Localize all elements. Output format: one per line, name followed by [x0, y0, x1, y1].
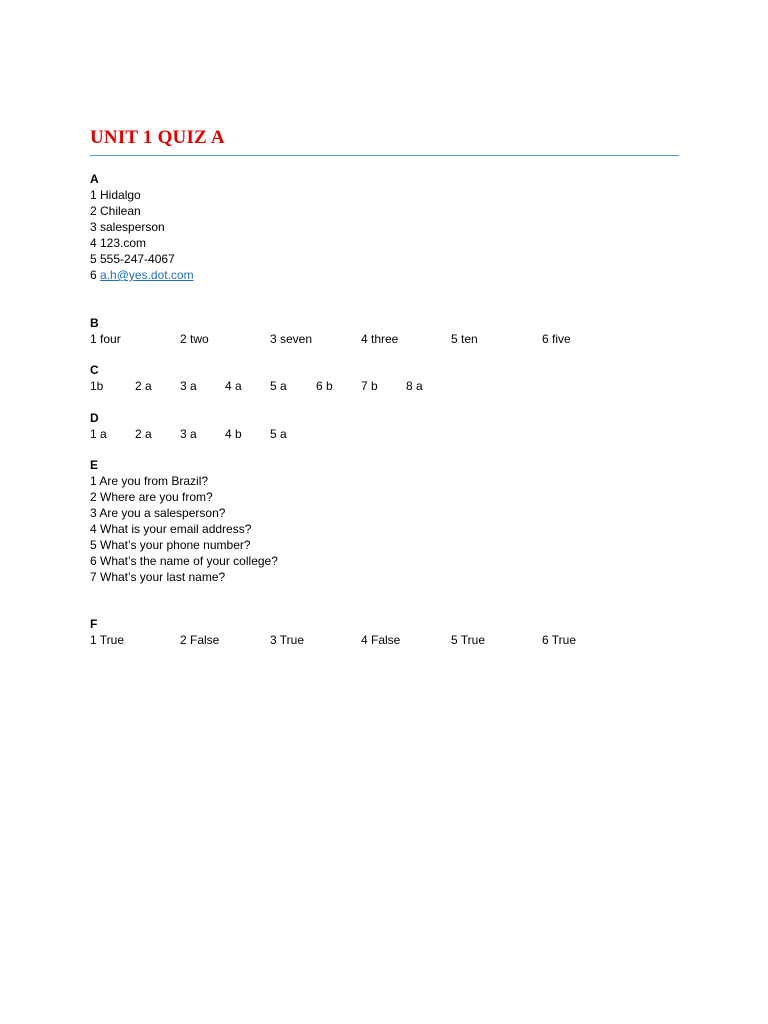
- section-f-heading: F: [90, 617, 98, 631]
- section-d-answers-row: [90, 426, 390, 442]
- answer-c-6: 6 b: [316, 379, 333, 393]
- section-b-heading: B: [90, 316, 99, 330]
- answer-c-7: 7 b: [361, 379, 378, 393]
- answer-a-2: 2 Chilean: [90, 204, 141, 218]
- answer-e-1: 1 Are you from Brazil?: [90, 474, 209, 488]
- answer-b-2: 2 two: [180, 332, 209, 346]
- answer-e-3: 3 Are you a salesperson?: [90, 506, 226, 520]
- answer-f-3: 3 True: [270, 633, 305, 647]
- answer-f-4: 4 False: [361, 633, 401, 647]
- section-e-heading: E: [90, 458, 99, 472]
- answer-a-1: 1 Hidalgo: [90, 188, 141, 202]
- section-f-answers-row: [90, 632, 650, 648]
- answer-b-3: 3 seven: [270, 332, 313, 346]
- answer-a-5: 5 555-247-4067: [90, 252, 175, 266]
- section-d-heading: D: [90, 411, 99, 425]
- page-title: UNIT 1 QUIZ A: [90, 127, 225, 148]
- answer-c-1: 1b: [90, 379, 104, 393]
- section-f: [90, 616, 650, 648]
- answer-b-5: 5 ten: [451, 332, 478, 346]
- section-a-heading: A: [90, 172, 99, 186]
- answer-f-6: 6 True: [542, 633, 577, 647]
- answer-a-6-number: 6: [90, 268, 97, 282]
- answer-d-4: 4 b: [225, 427, 242, 441]
- section-d: [90, 410, 390, 442]
- section-c-heading: C: [90, 363, 99, 377]
- answer-e-7: 7 What’s your last name?: [90, 570, 226, 584]
- email-link[interactable]: a.h@yes.dot.com: [100, 268, 194, 282]
- answer-c-4: 4 a: [225, 379, 242, 393]
- section-c-answers-row: [90, 378, 490, 394]
- answer-b-1: 1 four: [90, 332, 121, 346]
- answer-a-3: 3 salesperson: [90, 220, 165, 234]
- answer-e-5: 5 What’s your phone number?: [90, 538, 251, 552]
- section-c: [90, 362, 490, 394]
- answer-f-5: 5 True: [451, 633, 486, 647]
- answer-e-6: 6 What’s the name of your college?: [90, 554, 278, 568]
- answer-b-4: 4 three: [361, 332, 399, 346]
- answer-f-1: 1 True: [90, 633, 125, 647]
- answer-c-5: 5 a: [270, 379, 287, 393]
- answer-f-2: 2 False: [180, 633, 220, 647]
- section-b-answers-row: [90, 331, 650, 347]
- section-a: [90, 171, 194, 283]
- answer-a-4: 4 123.com: [90, 236, 147, 250]
- title-underline-rule: [90, 155, 679, 156]
- answer-a-6: [90, 267, 194, 283]
- answer-c-2: 2 a: [135, 379, 152, 393]
- section-b: [90, 315, 650, 347]
- answer-c-3: 3 a: [180, 379, 197, 393]
- answer-d-3: 3 a: [180, 427, 197, 441]
- answer-d-1: 1 a: [90, 427, 107, 441]
- answer-e-4: 4 What is your email address?: [90, 522, 252, 536]
- answer-b-6: 6 five: [542, 332, 571, 346]
- answer-d-2: 2 a: [135, 427, 152, 441]
- answer-c-8: 8 a: [406, 379, 423, 393]
- answer-d-5: 5 a: [270, 427, 287, 441]
- section-e: [90, 457, 278, 585]
- answer-e-2: 2 Where are you from?: [90, 490, 213, 504]
